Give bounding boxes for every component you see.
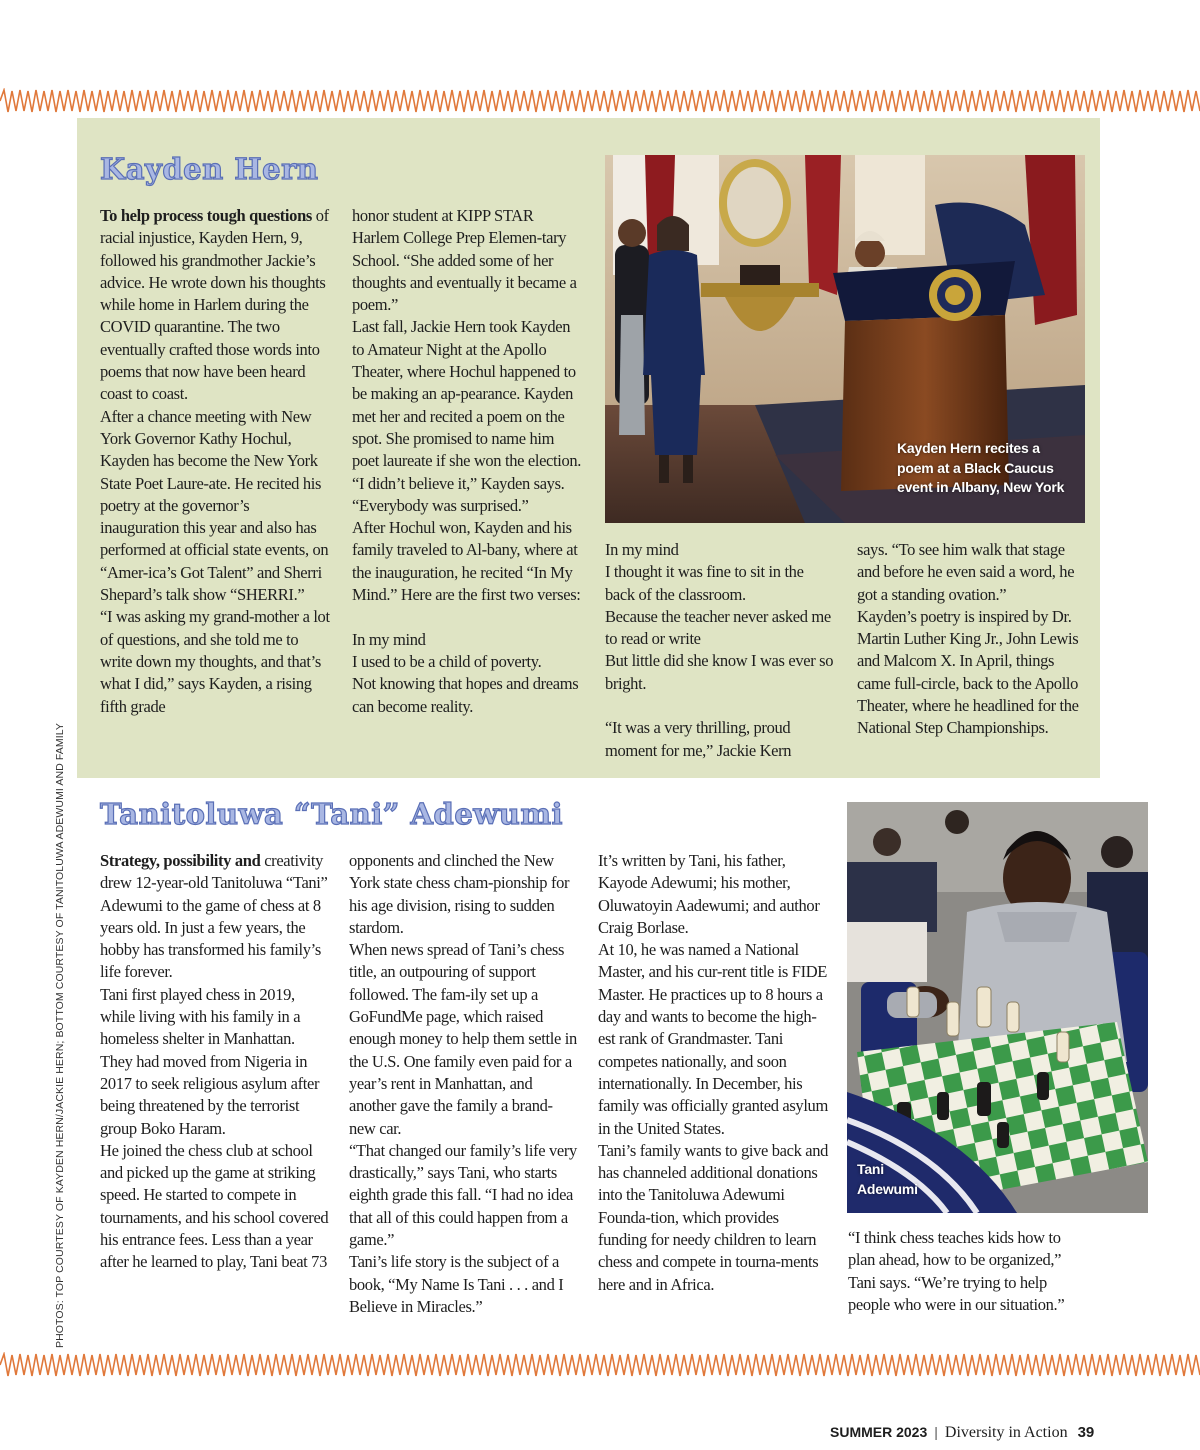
tani-headline: Tanitoluwa “Tani” Adewumi <box>100 797 564 831</box>
kayden-column-4: says. “To see him walk that stage and before he even said a word, he got a standing ovation.” Kayden’s poetry is inspired by Dr. Martin Luther King Jr., John Lewis and Malcom X. In April, things came full-circle, back to the Apollo Theater, where he headlined for the National Step Championships. <box>857 540 1079 738</box>
footer-separator: | <box>934 1424 938 1440</box>
page-footer <box>830 1424 1094 1442</box>
zigzag-border-top <box>0 88 1200 114</box>
kayden-photo <box>605 155 1085 523</box>
page-number: 39 <box>1077 1424 1095 1441</box>
kayden-column-3: In my mind I thought it was fine to sit in the back of the classroom. Because the teacher never asked me to read or write But little did she know I was ever so bright. “It was a very thrilling, proud moment for me,” Jackie Kern <box>605 540 834 760</box>
photo-credit: PHOTOS: TOP COURTESY OF KAYDEN HERN/JACKIE HERN; BOTTOM COURTESY OF TANITOLUWA ADEWUMI AND FAMILY <box>54 722 66 1348</box>
tani-photo <box>847 802 1148 1213</box>
zigzag-line <box>0 90 1200 112</box>
footer-season: SUMMER 2023 <box>830 1424 928 1440</box>
kayden-column-1 <box>100 205 332 718</box>
tani-column-4: “I think chess teaches kids how to plan ahead, how to be organized,” Tani says. “We’re trying to help people who were in our situation.” <box>848 1228 1065 1314</box>
kayden-photo-caption: Kayden Hern recites a poem at a Black Caucus event in Albany, New York <box>897 440 1065 495</box>
tani-column-1 <box>100 850 330 1274</box>
tani-column-3: It’s written by Tani, his father, Kayode Adewumi; his mother, Oluwatoyin Aadewumi; and author Craig Borlase. At 10, he was named a National Master, and his cur-rent title is FIDE Master. He practices up to 8 hours a day and wants to become the high-est rank of Grandmaster. Tani competes nationally, and soon internationally. In December, his family was officially granted asylum in the United States. Tani’s family wants to give back and has channeled additional donations into the Tanitoluwa Adewumi Founda-tion, which provides funding for needy children to learn chess and compete in tourna-ments here and in Africa. <box>598 851 829 1294</box>
tani-column-1-text: creativity drew 12-year-old Tanitoluwa “Tani” Adewumi to the game of chess at 8 years old. In just a few years, the hobby has transformed his family’s life forever. Tani first played chess in 2019, while living with his family in a homeless shelter in Manhattan. They had moved from Nigeria in 2017 to seek religious asylum after being threatened by the terrorist group Boko Haram. He joined the chess club at school and picked up the game at striking speed. He started to compete in tournaments, and his school covered his entrance fees. Less than a year after he learned to play, Tani beat 73 <box>100 851 329 1272</box>
zigzag-border-bottom <box>0 1352 1200 1378</box>
kayden-lead: To help process tough questions <box>100 206 312 225</box>
tani-lead: Strategy, possibility and <box>100 851 261 870</box>
kayden-column-1-text: of racial injustice, Kayden Hern, 9, followed his grandmother Jackie’s advice. He wrote down his thoughts while home in Harlem during the COVID quarantine. The two eventually crafted those words into poems that now have been heard coast to coast. After a chance meeting with New York Governor Kathy Hochul, Kayden has become the New York State Poet Laure-ate. He recited his poetry at the governor’s inauguration this year and also has performed at official state events, on “Amer-ica’s Got Talent” and Sherri Shepard’s talk show “SHERRI.” “I was asking my grand-mother a lot of questions, and she told me to write down my thoughts, and that’s what I did,” says Kayden, a rising fifth grade <box>100 206 330 716</box>
kayden-headline: Kayden Hern <box>100 152 319 186</box>
footer-magazine-name: Diversity in Action <box>944 1424 1068 1441</box>
tani-column-2: opponents and clinched the New York state chess cham-pionship for his age division, rising to sudden stardom. When news spread of Tani’s chess title, an outpouring of support followed. The fam-ily set up a GoFundMe page, which raised enough money to help them settle in the U.S. One family even paid for a year’s rent in Manhattan, and another gave the family a brand-new car. “That changed our family’s life very drastically,” says Tani, who starts eighth grade this fall. “I had no idea that all of this could happen from a game.” Tani’s life story is the subject of a book, “My Name Is Tani . . . and I Believe in Miracles.” <box>349 851 577 1316</box>
tani-photo-caption: Tani Adewumi <box>857 1161 918 1197</box>
zigzag-line <box>0 1354 1200 1376</box>
kayden-column-2: honor student at KIPP STAR Harlem College Prep Elemen-tary School. “She added some of her thoughts and eventually it became a poem.” Last fall, Jackie Hern took Kayden to Amateur Night at the Apollo Theater, where Hochul happened to be making an ap-pearance. Kayden met her and recited a poem on the spot. She promised to name him poet laureate if she won the election. “I didn’t believe it,” Kayden says. “Everybody was surprised.” After Hochul won, Kayden and his family traveled to Al-bany, where at the inauguration, he recited “In My Mind.” Here are the first two verses: In my mind I used to be a child of poverty. Not knowing that hopes and dreams can become reality. <box>352 206 582 716</box>
